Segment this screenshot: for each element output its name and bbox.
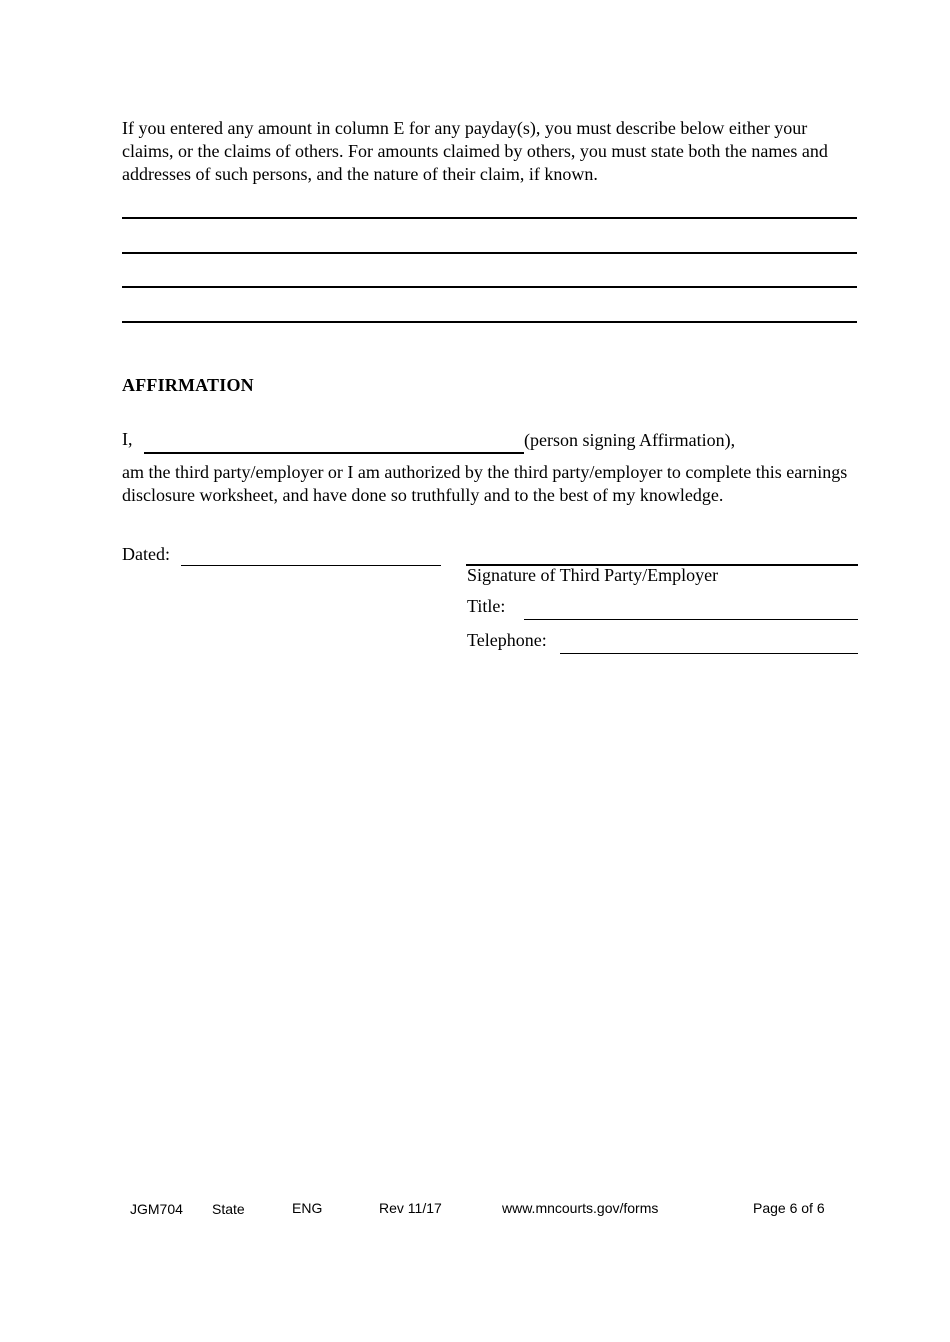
title-label: Title: xyxy=(467,596,506,616)
signer-name-line[interactable] xyxy=(144,452,524,454)
dated-field-line[interactable] xyxy=(181,565,441,566)
footer-jurisdiction: State xyxy=(212,1201,245,1217)
claims-instruction: If you entered any amount in column E for any payday(s), you must describe below either your claims, or the claims of others. For amounts claimed by others, you must state both the names and addresses of such persons, and the nature of their claim, if known. xyxy=(122,118,828,184)
claims-line-2[interactable] xyxy=(122,252,857,254)
signer-name-hint: (person signing Affirmation), xyxy=(524,430,736,450)
footer-form-id: JGM704 xyxy=(130,1201,183,1217)
footer-language: ENG xyxy=(292,1200,323,1216)
footer-revision: Rev 11/17 xyxy=(379,1200,442,1216)
telephone-label: Telephone: xyxy=(467,630,547,650)
claims-line-1[interactable] xyxy=(122,217,857,219)
telephone-field-line[interactable] xyxy=(560,653,858,654)
affirmation-statement: am the third party/employer or I am authorized by the third party/employer to complete this earnings disclosure worksheet, and have done so truthfully and to the best of my knowledge. xyxy=(122,462,848,505)
footer-page-number: Page 6 of 6 xyxy=(753,1200,825,1216)
signature-label: Signature of Third Party/Employer xyxy=(467,565,719,585)
claims-line-3[interactable] xyxy=(122,286,857,288)
title-field-line[interactable] xyxy=(524,619,858,620)
affirmation-heading: AFFIRMATION xyxy=(122,375,254,395)
footer-website[interactable]: www.mncourts.gov/forms xyxy=(502,1200,659,1216)
dated-label: Dated: xyxy=(122,544,170,564)
affirmation-prefix: I, xyxy=(122,429,133,449)
claims-line-4[interactable] xyxy=(122,321,857,323)
